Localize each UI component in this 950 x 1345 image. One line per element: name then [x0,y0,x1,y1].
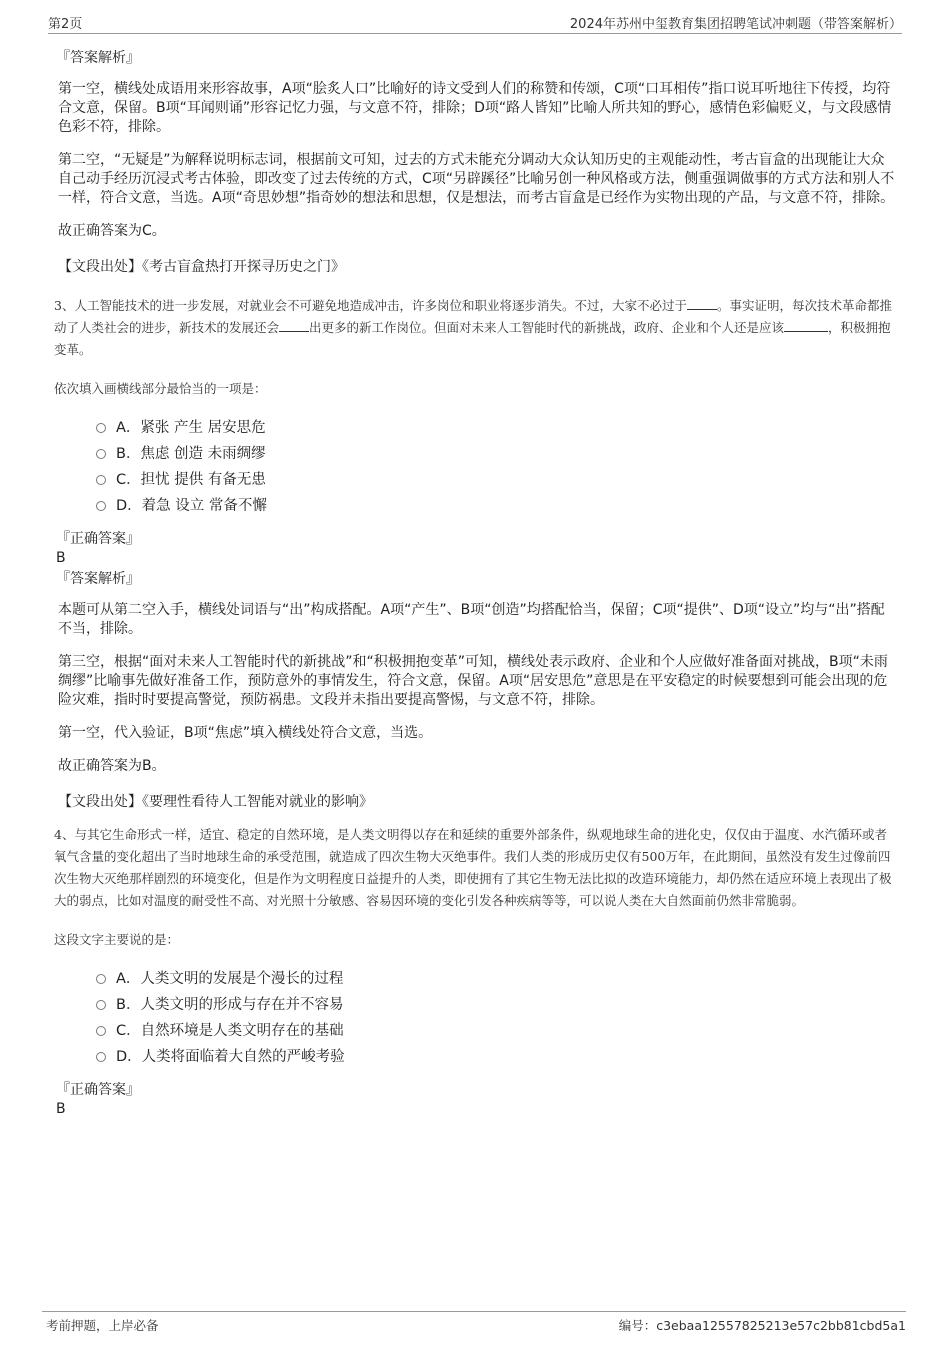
option-label: C．担忧 提供 有备无患 [116,472,266,488]
fill-blank [784,317,828,332]
document-body [56,42,898,1118]
radio-icon[interactable] [96,1000,106,1010]
q2-analysis-paragraph-1: 第一空，横线处成语用来形容故事，A项“脍炙人口”比喻好的诗文受到人们的称赞和传颂，C项“口耳相传”指口说耳听地往下传授，均符合文意，保留。B项“耳闻则诵”形容记忆力强，与文意不符，排除；D项“路人皆知”比喻人所共知的野心，感情色彩偏贬义，与文段感情色彩不符，排除。 [58,81,892,135]
q3-source [58,792,898,812]
analysis-label: 『答案解析』 [56,50,140,66]
option-label: A．紧张 产生 居安思危 [116,420,266,436]
radio-icon[interactable] [96,1026,106,1036]
fill-blank [687,295,717,310]
q3-stem [54,295,898,361]
q3-conclusion: 故正确答案为B。 [58,758,166,774]
radio-icon[interactable] [96,1052,106,1062]
q4-stem: 4、与其它生命形式一样，适宜、稳定的自然环境，是人类文明得以存在和延续的重要外部条件，纵观地球生命的进化史，仅仅由于温度、水汽循环或者氧气含量的变化超出了当时地球生命的承受范围，就造成了四次生物大灭绝事件。我们人类的形成历史仅有500万年，在此期间，虽然没有发生过像前四次生物大灭绝那样剧烈的环境变化，但是作为文明程度日益提升的人类，即使拥有了其它生物无法比拟的改造环境能力，却仍然在适应环境上表现出了极大的弱点，比如对温度的耐受性不高、对光照十分敏感、容易因环境的变化引发各种疾病等等，可以说人类在大自然面前仍然非常脆弱。 [54,827,892,908]
footer-slogan: 考前押题，上岸必备 [46,1318,159,1333]
q3-option-b[interactable] [96,441,898,467]
radio-icon[interactable] [96,501,106,511]
option-label: B．人类文明的形成与存在并不容易 [116,997,344,1013]
q3-prompt: 依次填入画横线部分最恰当的一项是： [54,381,267,396]
q2-analysis-paragraph-2: 第二空，“无疑是”为解释说明标志词，根据前文可知，过去的方式未能充分调动大众认知历史的主观能动性，考古盲盒的出现能让大众自己动手经历沉浸式考古体验，即改变了过去传统的方式，C项“另辟蹊径”比喻另创一种风格或方法，侧重强调做事的方式方法和别人不一样，符合文意，当选。A项“奇思妙想”指奇妙的想法和思想，仅是想法，而考古盲盒是已经作为实物出现的产品，与文意不符，排除。 [58,152,895,206]
q4-prompt: 这段文字主要说的是： [54,932,180,947]
q3-analysis-paragraph-2: 第三空，根据“面对未来人工智能时代的新挑战”和“积极拥抱变革”可知，横线处表示政府、企业和个人应做好准备面对挑战，B项“未雨绸缪”比喻事先做好准备工作，预防意外的事情发生，符合文意，保留。A项“居安思危”意思是在平安稳定的时候要想到可能会出现的危险灾难，指时时要提高警觉，预防祸患。文段并未指出要提高警惕，与文意不符，排除。 [58,654,888,708]
answer-label: 『正确答案』 [56,531,140,547]
page-number: 第2页 [48,17,83,32]
source-title: 《要理性看待人工智能对就业的影响》 [142,794,373,810]
option-label: D．人类将面临着大自然的严峻考验 [116,1049,345,1065]
page-header [48,13,902,34]
q4-options [96,966,898,1070]
q4-option-d[interactable] [96,1044,898,1070]
q4-answer: B [56,1101,66,1117]
radio-icon[interactable] [96,449,106,459]
source-label: 【文段出处】 [58,259,142,275]
q3-answer: B [56,550,66,566]
q3-stem-part-2: 。事实证明，每次技术革命都推动了人类社会的进步，新技术的发展还会 [54,298,892,335]
q3-option-c[interactable] [96,467,898,493]
q4-option-a[interactable] [96,966,898,992]
option-label: B．焦虑 创造 未雨绸缪 [116,446,266,462]
document-title: 2024年苏州中玺教育集团招聘笔试冲刺题（带答案解析） [569,17,902,32]
q3-stem-part-4: ，积极拥抱变革。 [54,320,891,357]
q3-analysis-paragraph-1: 本题可从第二空入手，横线处词语与“出”构成搭配。A项“产生”、B项“创造”均搭配恰当，保留；C项“提供”、D项“设立”均与“出”搭配不当，排除。 [58,602,885,637]
document-serial: 编号：c3ebaa12557825213e57c2bb81cbd5a1 [618,1318,906,1333]
q3-stem-part-3: 出更多的新工作岗位。但面对未来人工智能时代的新挑战，政府、企业和个人还是应该 [309,320,785,335]
answer-label: 『正确答案』 [56,1082,140,1098]
source-title: 《考古盲盒热打开探寻历史之门》 [142,259,345,275]
analysis-label: 『答案解析』 [56,571,140,587]
radio-icon[interactable] [96,974,106,984]
q4-option-c[interactable] [96,1018,898,1044]
option-label: D．着急 设立 常备不懈 [116,498,267,514]
radio-icon[interactable] [96,423,106,433]
source-label: 【文段出处】 [58,794,142,810]
option-label: A．人类文明的发展是个漫长的过程 [116,971,344,987]
page-footer [42,1311,906,1334]
option-label: C．自然环境是人类文明存在的基础 [116,1023,344,1039]
q4-option-b[interactable] [96,992,898,1018]
q3-stem-part-1: 3、人工智能技术的进一步发展，对就业会不可避免地造成冲击，许多岗位和职业将逐步消失。不过，大家不必过于 [54,298,687,313]
q3-analysis-paragraph-3: 第一空，代入验证，B项“焦虑”填入横线处符合文意，当选。 [58,725,433,741]
q3-option-d[interactable] [96,493,898,519]
q2-source [58,257,898,277]
q3-options [96,415,898,519]
q2-conclusion: 故正确答案为C。 [58,223,166,239]
fill-blank [279,317,309,332]
q3-option-a[interactable] [96,415,898,441]
radio-icon[interactable] [96,475,106,485]
